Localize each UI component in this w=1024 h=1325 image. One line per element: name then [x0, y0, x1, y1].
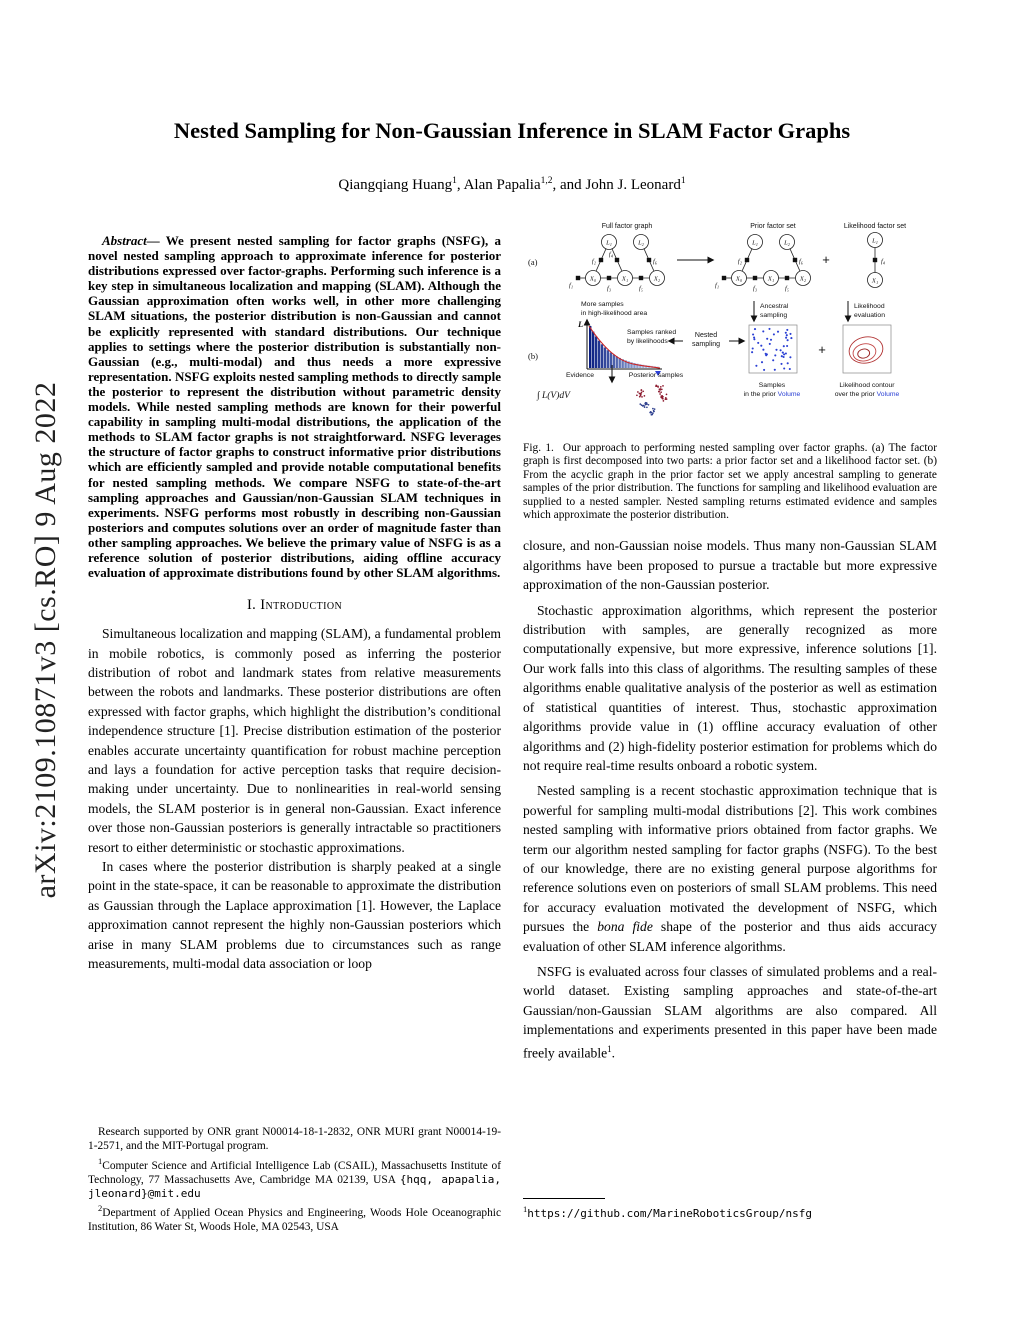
nested-sampling-label-2: sampling — [691, 341, 721, 348]
author-1-affiliation-sup: 1 — [452, 176, 457, 186]
svg-text:f₆: f₆ — [653, 258, 658, 265]
plus-sign-a: + — [822, 252, 830, 267]
svg-text:f₅: f₅ — [638, 285, 644, 292]
prior-volume-caption-2: in the prior Volume — [743, 391, 801, 398]
label-likelihood-factor-set: Likelihood factor set — [843, 223, 907, 230]
label-full-factor-graph: Full factor graph — [601, 223, 653, 230]
svg-text:X₀: X₀ — [589, 275, 597, 283]
svg-text:f₃: f₃ — [752, 285, 758, 292]
abstract-text: We present nested sampling for factor graphs (NSFG), a novel nested sampling approach to approximate inference for posterior distributions expressed over factor-graphs. Performing such inference is a key step in simultaneous localization and mapping (SLAM). Although the Gaussian approximation often works well, in other more challenging SLAM situations, the posterior distribution is non-Gaussian and cannot be explicitly represented with standard distributions. Our technique applies to settings where the posterior distribution is substantially non-Gaussian (e.g., multi-modal) and thus needs a more expressive representation. NSFG exploits nested sampling methods to directly sample the posterior to represent the distribution without parametric density models. While nested sampling methods are known for their powerful capability in sampling multi-modal distributions, the application of the methods to SLAM factor graphs is not straightforward. NSFG leverages the structure of factor graphs to construct informative prior distributions which are efficiently sampled and provide notable computational benefits for nested sampling methods. We compare NSFG to state-of-the-art sampling approaches and Gaussian/non-Gaussian SLAM techniques in experiments. NSFG performs most robustly in describing non-Gaussian posteriors and computes solutions over an order of magnitude faster than other sampling approaches. We believe the primary value of NSFG is as a reference solution of posterior distributions, aiding offline accuracy evaluation of approximate distributions found by other SLAM algorithms. — [88, 233, 501, 581]
paper-title: Nested Sampling for Non-Gaussian Inference in SLAM Factor Graphs — [173, 118, 851, 143]
author-3-affiliation-sup: 1 — [680, 176, 686, 186]
stochastic-paragraph: Stochastic approximation algorithms, which represent the posterior distribution with samples, are generally recognized as more computationally expensive, but more expressive, inference solutions [1]. Our work falls into this class of algorithms. The resulting samples of these algorithms enable qualitative analysis of the posterior as well as estimation of statistical quantities of interest. Thus, stochastic approximation algorithms provide value in (1) offline accuracy evaluation of other algorithms and (2) high-fidelity posterior estimation for problems which do not require real-time results onboard a robotic system. — [523, 602, 937, 773]
svg-text:X₁: X₁ — [871, 277, 879, 285]
intro-paragraph-2: In cases where the posterior distribution is sharply peaked at a single point in the state-space, it can be reasonable to approximate the distribution as Gaussian through the Laplace approximation [1]. However, the Laplace approximation cannot represent the highly non-Gaussian posteriors which arise in many SLAM problems due to circumstances such as range measurements, multi-modal data association or loop — [88, 859, 501, 972]
svg-text:X₂: X₂ — [799, 275, 807, 283]
svg-text:X₀: X₀ — [735, 275, 743, 283]
svg-text:L₁: L₁ — [752, 239, 758, 247]
right-column — [523, 218, 937, 1063]
figure-1-caption-label: Fig. 1. — [523, 442, 554, 454]
author-1: Qiangqiang Huang$^1$ — [338, 176, 457, 193]
panel-b-label: (b) — [528, 351, 538, 361]
panel-a-label: (a) — [528, 257, 538, 267]
affiliation-2-footnote: $^2$Department of Applied Ocean Physics and Engineering, Woods Hole Oceanographic Institution, 86 Water St, Woods Hole, MA 02543, USA — [88, 1203, 501, 1234]
posterior-samples-label: Posterior samples — [628, 372, 684, 379]
nested-sampling-paragraph: Nested sampling is a recent stochastic approximation technique that is powerful for sampling multi-modal distributions [2]. This work combines nested sampling with informative priors obtained from factor graphs. We term our algorithm nested sampling for factor graphs (NSFG). To the best of our knowledge, there are no existing general purpose algorithms for reference solutions even on posteriors of small SLAM problems. This need for accuracy evaluation motivated the development of NSFG, which pursues the bona fide shape of the posterior and thus aids accuracy evaluation of other SLAM inference algorithms. — [523, 783, 937, 954]
likelihood-evaluation-label-1: Likelihood — [854, 303, 885, 310]
by-likelihoods-label: by likelihoods — [627, 338, 668, 345]
abstract — [88, 233, 501, 580]
authors-line: Qiangqiang Huang$^1$, Alan Papalia$^{1,2}$, and John J. Leonard$^1$ — [338, 176, 686, 193]
svg-text:X₁: X₁ — [621, 275, 629, 283]
svg-text:f₆: f₆ — [799, 258, 804, 265]
svg-text:f₄: f₄ — [881, 258, 886, 265]
svg-text:X₂: X₂ — [653, 275, 661, 283]
footnote-rule — [523, 1198, 605, 1199]
author-2: Alan Papalia$^{1,2}$ — [463, 176, 553, 193]
svg-text:L₂: L₂ — [784, 239, 790, 247]
url-footnote: $^1$https://github.com/MarineRoboticsGroup/nsfg — [523, 1198, 937, 1220]
author-2-affiliation-sup: 1,2 — [540, 176, 553, 186]
figure-1-caption: Fig. 1. Our approach to performing nested sampling over factor graphs. (a) The factor graph is first decomposed into two parts: a prior factor set and a likelihood factor set. (b) From the acyclic graph in the prior factor set we apply ancestral sampling to generate samples of the prior distribution. The functions for sampling and likelihood evaluation are supplied to a nested sampler. Nested sampling returns estimated evidence and samples which approximate the posterior distribution. — [523, 442, 937, 522]
ancestral-sampling-label-2: sampling — [760, 312, 788, 319]
posterior-samples-dots — [636, 385, 667, 416]
axis-l-label: L — [578, 319, 584, 329]
section-heading-introduction: I. Introduction — [246, 597, 343, 614]
evidence-label: Evidence — [566, 372, 594, 379]
arxiv-watermark: arXiv:2109.10871v3 [cs.RO] 9 Aug 2022 — [29, 381, 62, 899]
email-address: {hqq, apapalia, jleonard}@mit.edu — [88, 1172, 501, 1200]
author-3: John J. Leonard$^1$ — [585, 176, 686, 193]
svg-text:f₂: f₂ — [737, 258, 742, 265]
ancestral-sampling-label-1: Ancestral — [760, 303, 789, 310]
left-column — [88, 233, 501, 973]
first-page-footnotes — [88, 1125, 501, 1235]
svg-text:X₁: X₁ — [767, 275, 775, 283]
prior-volume-caption-1: Samples — [758, 382, 786, 389]
affiliation-1-footnote: $^1$Computer Science and Artificial Intelligence Lab (CSAIL), Massachusetts Institute of Technology, 77 Massachusetts Ave, Cambridge MA 02139, USA {hqq, apapalia, jleonard}@mit.edu — [88, 1155, 501, 1200]
plus-sign-b: + — [818, 342, 826, 357]
likelihood-factor-set-graph — [868, 233, 886, 288]
svg-text:L₂: L₂ — [638, 239, 644, 247]
github-link[interactable]: https://github.com/MarineRoboticsGroup/nsfg — [527, 1206, 813, 1220]
figure-1-diagram — [523, 218, 937, 430]
full-factor-graph — [569, 235, 665, 293]
samples-ranked-label: Samples ranked — [627, 329, 677, 336]
svg-text:f₁: f₁ — [568, 282, 574, 289]
nested-sampling-label-1: Nested — [694, 332, 718, 339]
svg-text:f₄: f₄ — [608, 251, 613, 258]
svg-text:f₁: f₁ — [714, 282, 720, 289]
continued-paragraph: closure, and non-Gaussian noise models. Thus many non-Gaussian SLAM algorithms have been proposed to pursue a tractable but more expressive approximation of the non-Gaussian posterior. — [523, 538, 937, 593]
more-samples-label-1: More samples — [581, 301, 624, 308]
intro-paragraph-1: Simultaneous localization and mapping (SLAM), a fundamental problem in mobile robotics, is commonly posed as inferring the posterior distribution of robot and landmark states from relative measurements between the robots and landmarks. These posterior distributions are often expressed with factor graphs, which highlight the distribution’s conditional independence structure [1]. Precise distribution estimation of the posterior enables accurate uncertainty quantification for robust machine perception and lays a foundation for active perception tasks that require decision-making under uncertainty. Due to nonlinearities in real-world sensing models, the SLAM posterior is in general non-Gaussian. Exact inference over those non-Gaussian posteriors is generally intractable so practitioners resort to either deterministic or stochastic approximations. — [88, 626, 501, 855]
svg-text:L₁: L₁ — [606, 239, 612, 247]
svg-text:f₅: f₅ — [784, 285, 790, 292]
likelihood-volume-caption-1: Likelihood contour — [839, 382, 895, 389]
label-prior-factor-set: Prior factor set — [750, 223, 796, 230]
likelihood-evaluation-label-2: evaluation — [854, 312, 885, 319]
figure-1 — [523, 218, 937, 522]
svg-text:L₁: L₁ — [872, 237, 878, 245]
more-samples-label-2: in high-likelihood area — [581, 310, 648, 317]
bona-fide-italic: bona fide — [597, 919, 653, 935]
likelihood-volume-caption-2: over the prior Volume — [834, 391, 900, 398]
evaluation-paragraph: NSFG is evaluated across four classes of simulated problems and a real-world dataset. Existing sampling approaches and state-of-the-art Gaussian/non-Gaussian SLAM algorithms are also compared. All implementations and experiments presented in this paper have been made freely available$^1$. — [523, 963, 937, 1061]
footnote-reference-1: 1 — [607, 1043, 612, 1054]
evidence-integral: ∫ L(V)dV — [537, 391, 570, 401]
svg-text:f₂: f₂ — [591, 258, 596, 265]
abstract-label: Abstract— — [102, 233, 160, 248]
svg-text:f₃: f₃ — [606, 285, 612, 292]
prior-factor-set-graph — [715, 235, 811, 293]
funding-footnote: Research supported by ONR grant N00014-18-1-2832, ONR MURI grant N00014-19-1-2571, and the MIT-Portugal program. — [88, 1126, 501, 1153]
